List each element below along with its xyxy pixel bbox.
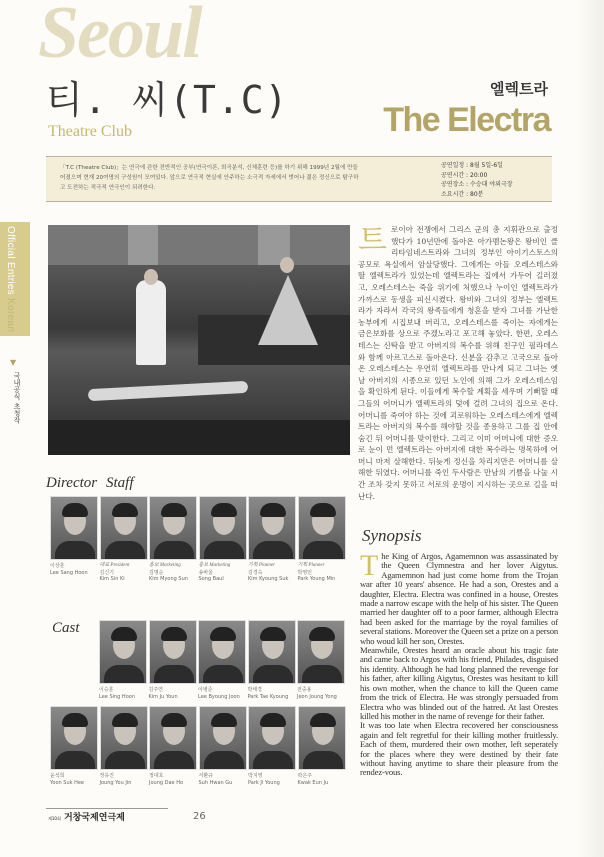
role: 기획 Planner <box>248 563 276 568</box>
name-korean: 서환규 <box>198 773 213 779</box>
portrait-hair <box>211 503 237 517</box>
side-label-korean: 국내공식 초청작 <box>13 372 21 424</box>
cast-caption <box>149 773 198 786</box>
name-korean: 전중용 <box>297 687 312 693</box>
performance-date: 공연일정 : 8월 5일-6일 <box>441 162 503 169</box>
cast-photo <box>199 706 247 770</box>
portrait-body <box>303 751 343 770</box>
synopsis-heading: Synopsis <box>362 526 422 545</box>
cast-photo <box>50 706 98 770</box>
name-korean: 김신기 <box>99 569 114 576</box>
staff-caption <box>149 563 198 583</box>
name-korean: 이병준 <box>198 687 213 693</box>
festival-logo <box>48 813 125 824</box>
cast-photo <box>99 620 147 684</box>
name-korean: 송바울 <box>198 569 213 576</box>
portrait-body <box>104 665 144 684</box>
name-korean: 곽은주 <box>297 773 312 779</box>
name-korean: 박지영 <box>248 773 263 779</box>
name-english: Joung Dae Ho <box>149 779 184 786</box>
role: 홍보 Marketing <box>149 563 181 568</box>
actor-head <box>144 269 158 285</box>
cast-caption <box>100 773 149 786</box>
portrait-hair <box>62 713 88 727</box>
name-english: Kim Kyoung Suk <box>248 576 289 582</box>
staff-photo <box>100 496 148 560</box>
cast-caption <box>199 773 248 786</box>
portrait-body <box>55 541 95 560</box>
performance-duration: 소요시간 : 80분 <box>441 190 484 198</box>
portrait-hair <box>111 627 137 641</box>
performance-details <box>441 161 513 199</box>
side-label-sub: Korean <box>5 298 16 333</box>
name-english: Lee Sang Hoon <box>50 569 88 576</box>
cast-caption <box>297 687 346 700</box>
cast-caption <box>99 687 148 700</box>
portrait-body <box>203 665 243 684</box>
synopsis-paragraph: It was too late when Electra recovered her consciousness again and felt regretful for their killing mother fruitlessly. Each of them, murdered their own mother, left seperately for the places where they were destined by their fate without having anytime to share their pleasure from the rendez-vous. <box>360 720 558 778</box>
portrait-hair <box>62 503 88 517</box>
portrait-hair <box>210 627 236 641</box>
name-english: Kim Ju Youn <box>148 693 178 700</box>
portrait-hair <box>161 713 187 727</box>
staff-photo <box>298 496 346 560</box>
page-gutter <box>578 0 604 857</box>
cast-caption <box>298 773 347 786</box>
portrait-hair <box>260 627 286 641</box>
portrait-body <box>302 665 342 684</box>
staff-caption <box>199 563 248 583</box>
name-korean: 김주연 <box>148 687 163 693</box>
portrait-hair <box>211 713 237 727</box>
portrait-hair <box>260 503 286 517</box>
portrait-hair <box>112 503 138 517</box>
synopsis-text <box>360 549 558 778</box>
name-korean: 이상훈 <box>50 563 65 569</box>
cast-photo <box>149 706 197 770</box>
name-english: Park Ji Young <box>248 779 280 786</box>
troupe-info-band <box>46 156 552 202</box>
synopsis-paragraph: Meanwhile, Orestes heard an oracle about his tragic fate and came back to Argos with his friend, Philades, disguised his identity. Although he had long planned the revenge for his father, after killing Aigytus, Orestes was hesitant to kill his own mother, when the chance to kill the Queen came from the trick of Electra. He was strongly persuaded from Electra who was blinded out of the hatred. At last Orestes killed his mother in the name of revenge for their father. <box>360 645 558 721</box>
play-title-korean: 엘렉트라 <box>490 80 548 98</box>
cast-caption <box>248 687 297 700</box>
staff-photo <box>50 496 98 560</box>
name-korean: 박태경 <box>247 687 262 693</box>
portrait-body <box>204 751 244 770</box>
synopsis-paragraph-text: he King of Argos, Agamemnon was assassinated by the Queen Clymnestra and her lover Aigytus. Agamemnon had just come home from the Trojan war after 10 years' absence. He had a son, Orestes and a daughter, Electra. Electra was confined in a house, Orestes made a narrow escape with the help of his sister. The Queen married her daughter off to a poor farmer, although Electra had been asked for the marriage by the royal families of several stations. Moreover the Queen set a prize on a person who woud kill her son, Orestes. <box>360 551 558 646</box>
actor-head <box>280 257 294 273</box>
staff-caption <box>100 563 149 583</box>
stage-photo <box>48 225 350 455</box>
name-korean: 정유진 <box>99 773 114 779</box>
staff-caption <box>50 563 99 576</box>
name-korean: 정대호 <box>149 773 164 779</box>
name-korean: 김명순 <box>149 569 164 576</box>
role: 홍보 Marketing <box>198 563 231 568</box>
cast-caption <box>248 773 297 786</box>
name-korean: 박영민 <box>297 569 312 576</box>
korean-synopsis-text: 로이아 전쟁에서 그리스 군의 총 지휘관으로 출정했다가 10년만에 돌아온 아가멤논왕은 왕비인 클리타임네스트라와 그녀의 정부인 아이기스토스의 공모로 욕실에서 암살당했다. 그에게는 아들 오레스테스와 딸 엘렉트라가 있었는데 엘렉트라는 집에서 가두어 길러졌고, 오레스테스는 죽을 위기에 처했으나 누이인 엘렉트라가 가까스로 동생을 피신시켰다. 왕비와 그녀의 정부는 엘렉트라가 자라서 각국의 왕족들에게 청혼을 받자 그녀를 가난한 농부에게 시집보내 버리고, 오레스테스를 죽이는 자에게는 금은보화를 상으로 주겠노라고 포고해 놓았다. 한편, 오레스테스는 신탁을 받고 아버지의 복수를 위해 친구인 필라데스와 함께 아르고스로 돌아온다. 신분을 감추고 고국으로 돌아온 오레스테스는 우연히 엘렉트라를 만나게 되고 그녀는 옛날 아버지의 시종으로 있던 노인에 의해 그가 오레스테스임을 확인하게 된다. 이들에게 복수할 계획을 세우며 기뻐할 때 그들의 어머니가 엘렉트라의 덫에 걸려 그녀의 집으로 온다. 어머니를 죽여야 하는 것에 괴로워하는 오레스테스에게 엘렉트라는 아버지의 복수를 해야할 것을 종용하고 그를 집 안에 숨긴 뒤 어머니를 맞이한다. 그리고 이미 어머니에 대한 증오로 눈이 먼 엘렉트라는 아버지에 대한 복수라는 명목하에 어머니 마저 살해한다. 뒤늦게 정신을 차리지만은 어머니를 살해한 뒤였다. 어머니를 죽인 두사람은 만남의 기쁨을 나눌 시간 조차 갖지 못하고 서로의 운명이 지시하는 곳으로 길을 떠난다. <box>358 225 558 501</box>
director-heading: Director <box>46 475 98 491</box>
staff-photo <box>199 496 247 560</box>
synopsis-paragraph <box>360 549 558 646</box>
portrait-hair <box>161 503 187 517</box>
logo-prefix: 제10회 <box>48 816 61 821</box>
cast-caption <box>198 687 247 700</box>
korean-synopsis <box>358 224 558 502</box>
portrait-body <box>303 541 343 560</box>
name-english: Yoon Suk Hee <box>50 779 85 786</box>
seoul-watermark: Seoul <box>38 0 201 74</box>
side-tab-label <box>4 226 16 332</box>
cast-photo <box>248 620 296 684</box>
side-label-en: Official Entries <box>5 226 16 296</box>
portrait-body <box>105 541 145 560</box>
cast-heading: Cast <box>52 620 80 636</box>
role: 기획 Planner <box>297 563 325 568</box>
staff-caption <box>298 563 347 583</box>
role: 대표 President <box>99 563 130 568</box>
name-english: Park Young Min <box>297 576 336 582</box>
name-korean: 김경숙 <box>248 569 263 576</box>
portrait-body <box>253 541 293 560</box>
portrait-hair <box>161 627 187 641</box>
name-english: Lee Byoung Joon <box>198 693 240 700</box>
cast-photo <box>248 706 296 770</box>
name-english: Kim Sin Ki <box>99 576 125 582</box>
play-title-english: The Electra <box>383 101 550 139</box>
backdrop <box>48 225 350 265</box>
cast-photo <box>100 706 148 770</box>
actor-white-robe <box>136 280 166 365</box>
staff-photo <box>248 496 296 560</box>
name-korean: 이승훈 <box>99 687 114 693</box>
troupe-name-english: Theatre Club <box>48 123 132 140</box>
portrait-body <box>253 751 293 770</box>
fallen-actor <box>88 381 248 401</box>
staff-heading: Staff <box>106 475 134 491</box>
portrait-body <box>154 541 194 560</box>
cast-photo <box>297 620 345 684</box>
actor-cloak <box>258 275 318 345</box>
performance-venue: 공연장소 : 수승대 야외극장 <box>441 181 513 189</box>
footer-divider <box>46 808 168 809</box>
cast-photo <box>198 620 246 684</box>
portrait-body <box>204 541 244 560</box>
page-number: 26 <box>193 811 206 822</box>
troupe-name-korean: 티. 씨(T.C) <box>46 78 289 122</box>
portrait-body <box>55 751 95 770</box>
cast-photo <box>149 620 197 684</box>
portrait-hair <box>112 713 138 727</box>
portrait-body <box>253 665 293 684</box>
portrait-body <box>154 665 194 684</box>
portrait-hair <box>310 713 336 727</box>
name-english: Jeon Joung Yong <box>297 693 337 700</box>
name-english: Kim Myong Sun <box>149 576 188 582</box>
portrait-hair <box>309 627 335 641</box>
performance-time: 공연시간 : 20:00 <box>441 171 488 179</box>
troupe-description: 「T.C (Theatre Club)」는 연극에 관한 전반적인 공부(연극이론, 희곡분석, 신체훈련 등)를 하기 위해 1999년 2월에 만들어졌으며 현재 20여명의 구성원이 모여있다. 앞으로 연극적 현실에 안주하는 소극적 자세에서 벗어나 젊은 정신으로 탐구하고 도전하는 적극적 연극인이 되려한다. <box>60 165 359 191</box>
name-english: Joung You Jin <box>99 779 132 786</box>
cast-caption <box>50 773 99 786</box>
pillar <box>128 225 158 265</box>
drop-cap: 트 <box>358 223 387 258</box>
name-english: Park Tae Kyoung <box>247 693 289 700</box>
staff-caption <box>248 563 297 583</box>
drop-cap: T <box>360 549 379 582</box>
portrait-hair <box>260 713 286 727</box>
name-english: Song Baul <box>198 576 224 582</box>
name-english: Kwak Eun Ju <box>297 779 329 786</box>
portrait-body <box>154 751 194 770</box>
name-korean: 윤석희 <box>50 773 65 779</box>
name-english: Suh Hwan Gu <box>198 779 233 786</box>
logo-text: 거창국제연극제 <box>63 813 125 823</box>
portrait-hair <box>310 503 336 517</box>
cast-photo <box>298 706 346 770</box>
staff-photo <box>149 496 197 560</box>
name-english: Lee Sing Hoon <box>99 693 135 700</box>
triangle-icon: ▼ <box>10 358 17 367</box>
audience <box>48 420 350 455</box>
portrait-body <box>105 751 145 770</box>
cast-caption <box>149 687 198 700</box>
